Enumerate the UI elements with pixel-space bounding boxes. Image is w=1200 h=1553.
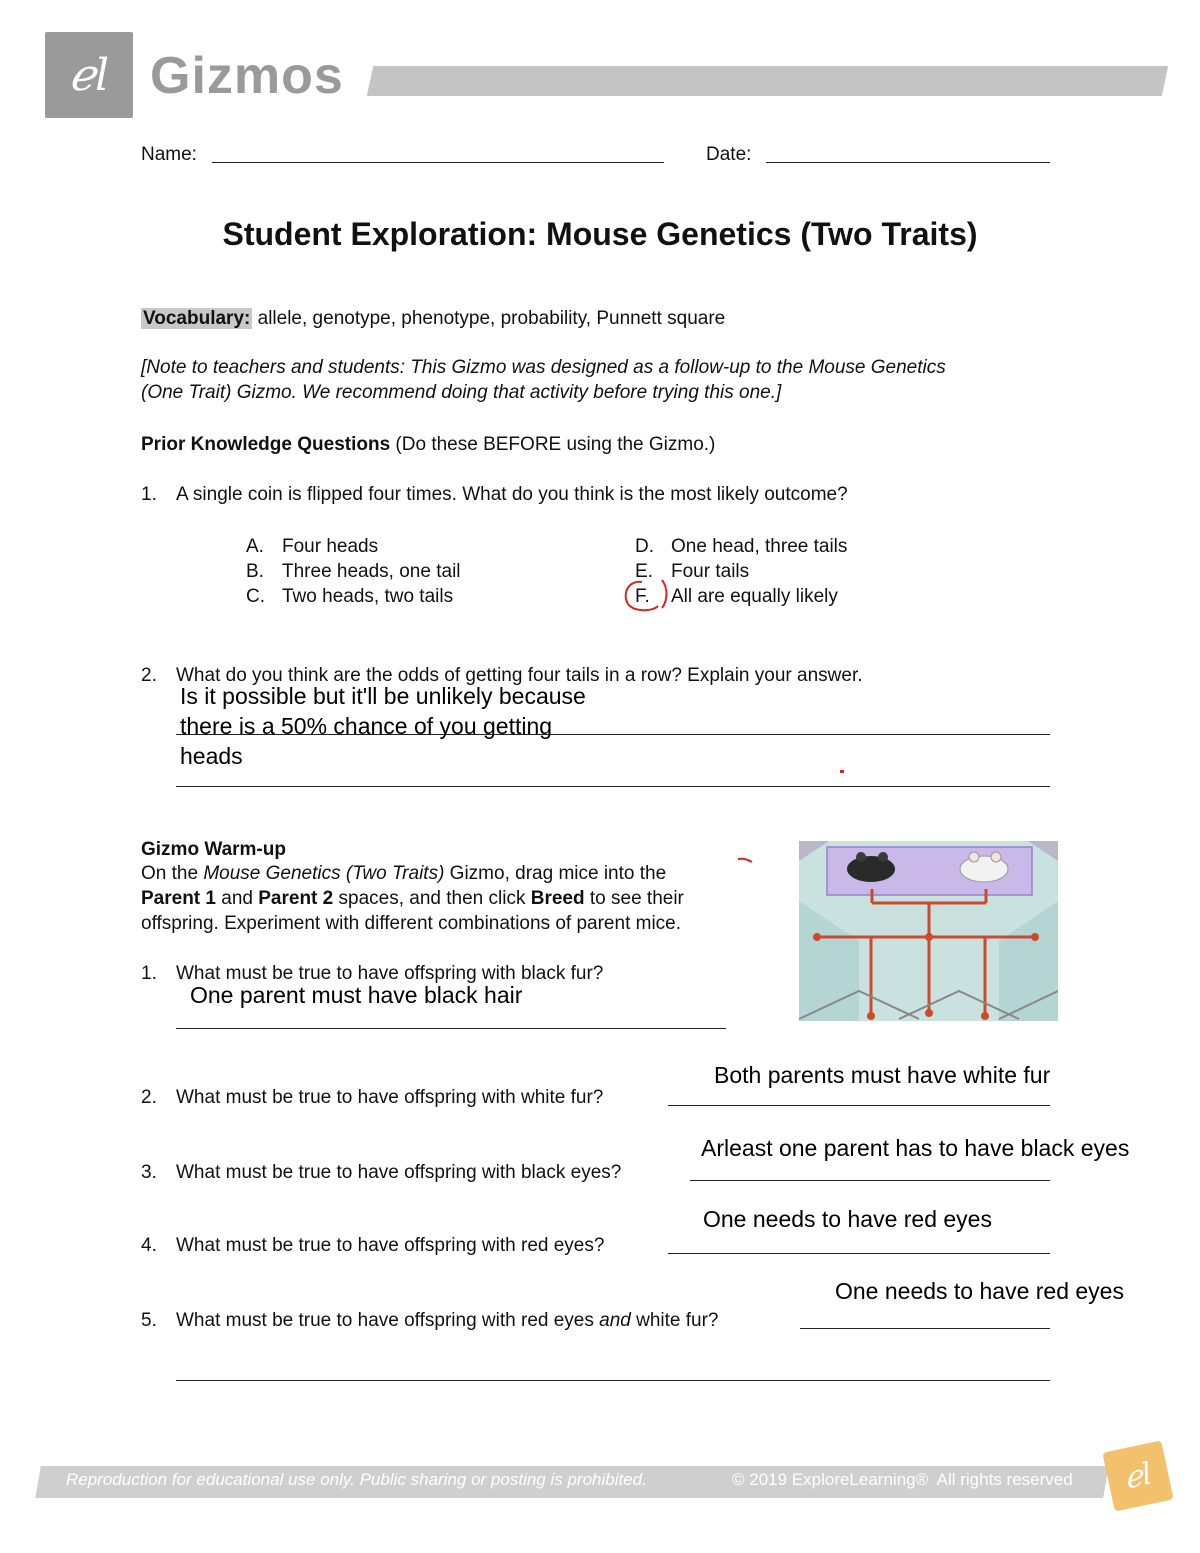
q2-text: What do you think are the odds of getting four tails in a row? Explain your answer. (176, 665, 863, 686)
option-text: All are equally likely (671, 586, 838, 607)
warmup-q1-answer: One parent must have black hair (190, 982, 523, 1008)
warmup-q2-text: What must be true to have offspring with white fur? (176, 1087, 604, 1108)
warmup-paragraph-line-1 (141, 862, 666, 886)
footer-copyright: © 2019 ExploreLearning® All rights reserved (732, 1470, 1073, 1489)
page-title: Student Exploration: Mouse Genetics (Two Traits) (222, 216, 978, 252)
vocabulary (141, 307, 725, 331)
text: Gizmo, drag mice into the (444, 863, 667, 884)
warmup-q3-number: 3. (141, 1162, 157, 1183)
red-mark-icon (736, 856, 756, 866)
mouse-genetics-gizmo-image (799, 841, 1058, 1021)
name-line[interactable] (212, 162, 664, 163)
footer-logo (1102, 1440, 1173, 1511)
warmup-q1-text: What must be true to have offspring with black fur? (176, 963, 604, 984)
option-letter: F. (635, 586, 650, 607)
warmup-q2-answer: Both parents must have white fur (714, 1062, 1051, 1088)
q1-text: A single coin is flipped four times. What do you think is the most likely outcome? (176, 484, 848, 505)
answer-line[interactable] (176, 786, 1050, 787)
text: and (215, 888, 259, 909)
text: white fur? (630, 1310, 719, 1331)
parent-1-label: Parent 1 (141, 888, 216, 909)
warmup-heading: Gizmo Warm-up (141, 839, 286, 860)
answer-line[interactable] (176, 1380, 1050, 1381)
answer-line[interactable] (176, 1028, 726, 1029)
warmup-q2-number: 2. (141, 1087, 157, 1108)
prior-knowledge-heading (141, 433, 715, 457)
warmup-q3-text: What must be true to have offspring with black eyes? (176, 1162, 622, 1183)
footer-logo-glyph: ℯl (1120, 1456, 1156, 1496)
option-letter: D. (635, 536, 654, 557)
warmup-q4-text: What must be true to have offspring with red eyes? (176, 1235, 605, 1256)
text: to see their (584, 888, 684, 909)
text: On the (141, 863, 204, 884)
warmup-q4-answer: One needs to have red eyes (703, 1206, 992, 1232)
header-bar (367, 66, 1168, 96)
answer-line[interactable] (176, 734, 1050, 735)
text: spaces, and then click (333, 888, 531, 909)
gizmo-name: Mouse Genetics (Two Traits) (203, 863, 445, 884)
option-letter: C. (246, 586, 265, 607)
warmup-q5-text (176, 1309, 719, 1333)
prior-sub: (Do these BEFORE using the Gizmo.) (390, 434, 716, 455)
warmup-q5-answer: One needs to have red eyes (835, 1278, 1124, 1304)
warmup-q3-answer: Arleast one parent has to have black eyes (701, 1135, 1130, 1161)
answer-line[interactable] (690, 1180, 1050, 1181)
parent-2-label: Parent 2 (258, 888, 334, 909)
option-text: Four tails (671, 561, 750, 582)
name-label: Name: (141, 144, 203, 165)
logo-glyph: ℯl (68, 49, 110, 101)
footer-disclaimer: Reproduction for educational use only. Public sharing or posting is prohibited. (66, 1470, 647, 1489)
date-label: Date: (706, 144, 757, 165)
answer-line[interactable] (668, 1105, 1050, 1106)
vocabulary-text: allele, genotype, phenotype, probability, Punnett square (252, 308, 726, 329)
prior-label: Prior Knowledge Questions (141, 434, 391, 455)
text: and (599, 1310, 631, 1331)
option-text: One head, three tails (671, 536, 848, 557)
note-line-1: [Note to teachers and students: This Gizmo was designed as a follow-up to the Mouse Genetics (141, 357, 946, 378)
red-mark (840, 770, 844, 773)
option-text: Two heads, two tails (282, 586, 454, 607)
vocabulary-label: Vocabulary: (143, 308, 251, 329)
red-circle-mark-icon (618, 576, 674, 614)
option-text: Four heads (282, 536, 379, 557)
explorelearning-logo (45, 32, 133, 118)
q1-number: 1. (141, 484, 157, 505)
option-letter: E. (635, 561, 653, 582)
q2-answer-line-3: heads (180, 743, 243, 769)
warmup-q5-number: 5. (141, 1310, 157, 1331)
date-line[interactable] (766, 162, 1050, 163)
q2-number: 2. (141, 665, 157, 686)
option-letter: A. (246, 536, 264, 557)
breed-label: Breed (530, 888, 585, 909)
brand-name: Gizmos (150, 47, 344, 105)
warmup-q1-number: 1. (141, 963, 157, 984)
q2-answer-line-1: Is it possible but it'll be unlikely because (180, 683, 586, 709)
answer-line[interactable] (668, 1253, 1050, 1254)
answer-line[interactable] (800, 1328, 1050, 1329)
warmup-paragraph-line-2 (141, 887, 684, 911)
warmup-paragraph-line-3: offspring. Experiment with different combinations of parent mice. (141, 913, 682, 934)
option-letter: B. (246, 561, 264, 582)
note-line-2: (One Trait) Gizmo. We recommend doing that activity before trying this one.] (141, 382, 782, 403)
text: What must be true to have offspring with red eyes (176, 1310, 600, 1331)
q2-answer-line-2: there is a 50% chance of you getting (180, 713, 553, 739)
option-text: Three heads, one tail (282, 561, 461, 582)
warmup-q4-number: 4. (141, 1235, 157, 1256)
